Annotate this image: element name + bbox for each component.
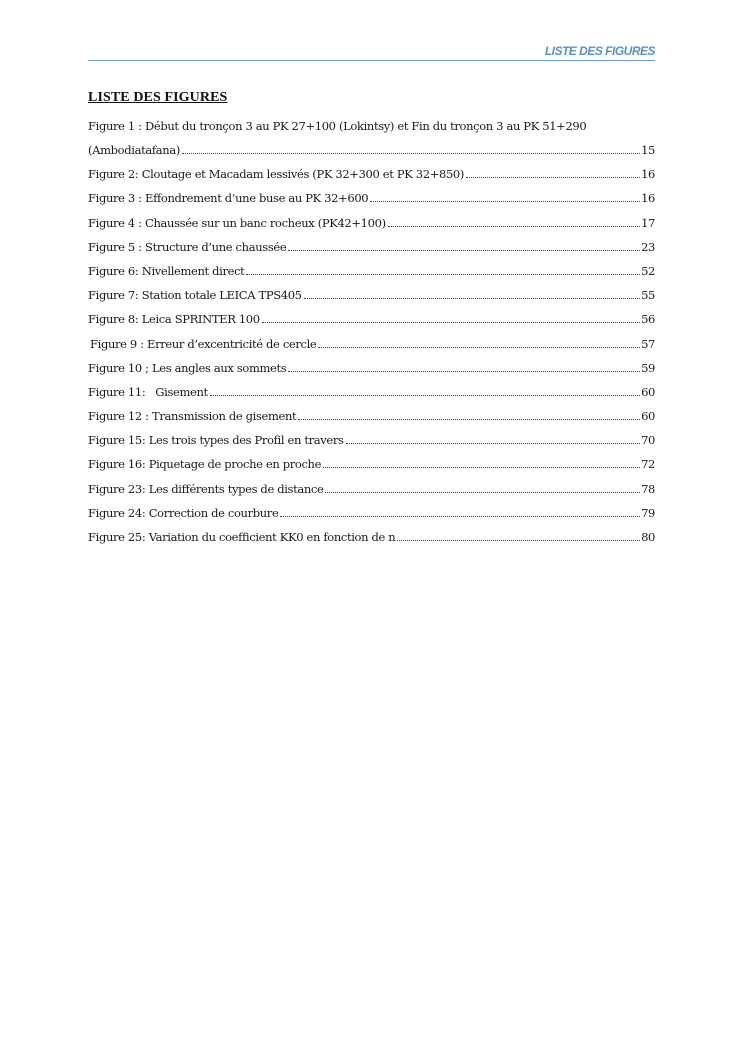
toc-entry-label: Figure 4 : Chaussée sur un banc rocheux (PK42+100) — [88, 215, 386, 230]
toc-entry-label: Figure 15: Les trois types des Profil en travers — [88, 433, 344, 448]
toc-entry-label: Figure 9 : Erreur d’excentricité de cercle — [90, 336, 317, 351]
dot-leader — [304, 289, 640, 299]
toc-page-number: 16 — [641, 191, 655, 206]
toc-entry-1-first-line[interactable]: Figure 1 : Début du tronçon 3 au PK 27+100 (Lokintsy) et Fin du tronçon 3 au PK 51+290 — [88, 119, 587, 133]
toc-page-number: 16 — [641, 167, 655, 182]
toc-page-number: 55 — [641, 288, 655, 303]
toc-page-number: 78 — [641, 481, 655, 496]
dot-leader — [318, 338, 640, 348]
toc-entry-3[interactable] — [88, 188, 655, 212]
toc-entry-15[interactable] — [88, 479, 655, 503]
toc-page-number: 23 — [641, 239, 655, 254]
toc-entry-7[interactable] — [88, 285, 655, 309]
toc-entry-label: Figure 5 : Structure d’une chaussée — [88, 239, 287, 254]
dot-leader — [370, 192, 640, 202]
toc-page-number: 60 — [641, 409, 655, 424]
dot-leader — [466, 168, 640, 178]
toc-entry-label: Figure 10 ; Les angles aux sommets — [88, 360, 287, 375]
toc-entry-8[interactable] — [88, 309, 655, 333]
toc-entry-label: Figure 23: Les différents types de distance — [88, 481, 324, 496]
running-header-title: LISTE DES FIGURES — [544, 44, 655, 58]
dot-leader — [288, 241, 640, 251]
dot-leader — [210, 386, 640, 396]
toc-entry-label: Figure 16: Piquetage de proche en proche — [88, 457, 322, 472]
dot-leader — [325, 483, 640, 493]
dot-leader — [246, 265, 640, 275]
toc-entry-label: Figure 11: Gisement — [88, 384, 208, 399]
toc-entry-6[interactable] — [88, 261, 655, 285]
toc-entry-label: Figure 6: Nivellement direct — [88, 263, 245, 278]
dot-leader — [182, 144, 640, 154]
toc-page-number: 80 — [641, 530, 655, 544]
toc-page-number: 70 — [641, 433, 655, 448]
toc-page-number: 59 — [641, 360, 655, 375]
dot-leader — [346, 434, 641, 444]
toc-page-number: 56 — [641, 312, 655, 327]
toc-entry-label: Figure 7: Station totale LEICA TPS405 — [88, 288, 302, 303]
header-rule — [88, 60, 655, 61]
toc-page-number: 52 — [641, 263, 655, 278]
toc-page-number: 17 — [641, 215, 655, 230]
dot-leader — [280, 507, 640, 517]
toc-entry-label: Figure 8: Leica SPRINTER 100 — [88, 312, 260, 327]
toc-entry-label: Figure 3 : Effondrement d’une buse au PK 32+600 — [88, 191, 369, 206]
toc-page-number: 72 — [641, 457, 655, 472]
dot-leader — [288, 362, 640, 372]
table-of-figures — [88, 116, 655, 551]
toc-page-number: 79 — [641, 505, 655, 520]
dot-leader — [262, 313, 640, 323]
toc-entry-label: Figure 12 : Transmission de gisement — [88, 409, 297, 424]
toc-entry-11[interactable] — [88, 382, 655, 406]
toc-entry-label: Figure 24: Correction de courbure — [88, 505, 279, 520]
toc-page-number: 57 — [641, 336, 655, 351]
toc-entry-2[interactable] — [88, 164, 655, 188]
dot-leader — [388, 217, 640, 227]
dot-leader — [298, 410, 640, 420]
dot-leader — [323, 458, 640, 468]
toc-entry-1[interactable] — [88, 140, 655, 164]
toc-entry-label: Figure 2: Cloutage et Macadam lessivés (PK 32+300 et PK 32+850) — [88, 167, 465, 182]
toc-entry-5[interactable] — [88, 237, 655, 261]
list-of-figures-title: LISTE DES FIGURES — [88, 90, 228, 105]
dot-leader — [397, 531, 640, 541]
toc-entry-9[interactable] — [88, 334, 655, 358]
toc-entry-14[interactable] — [88, 454, 655, 478]
toc-page-number: 60 — [641, 384, 655, 399]
toc-entry-label: Figure 25: Variation du coefficient KK0 en fonction de n — [88, 530, 396, 544]
toc-entry-10[interactable] — [88, 358, 655, 382]
toc-entry-12[interactable] — [88, 406, 655, 430]
toc-entry-label: (Ambodiatafana) — [88, 143, 180, 157]
toc-entry-16[interactable] — [88, 503, 655, 527]
toc-entry-4[interactable] — [88, 213, 655, 237]
toc-entry-17[interactable] — [88, 527, 655, 551]
toc-entry-13[interactable] — [88, 430, 655, 454]
toc-page-number: 15 — [641, 143, 655, 157]
